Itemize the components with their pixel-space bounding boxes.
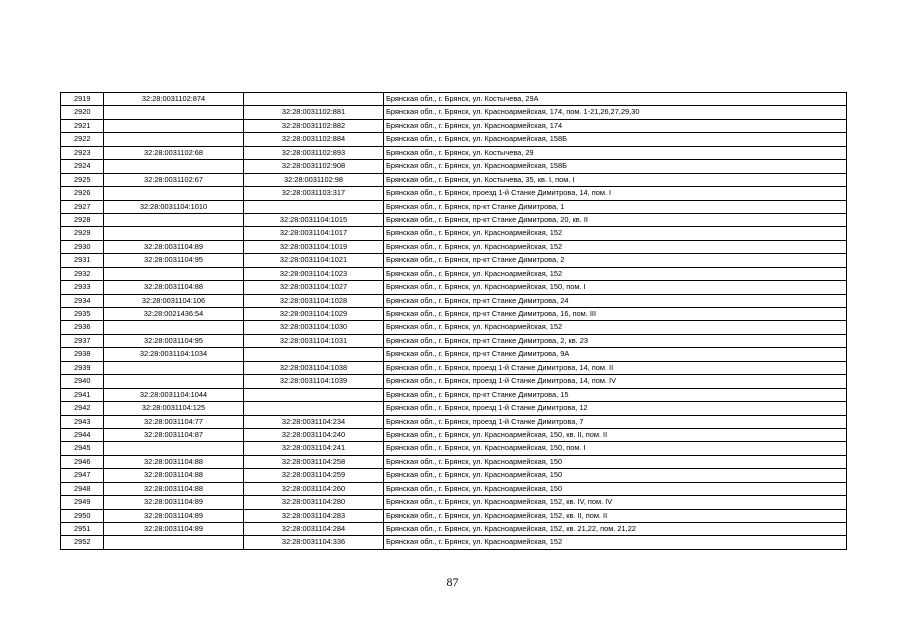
address-cell: Брянская обл., г. Брянск, проезд 1-й Станке Димитрова, 14, пом. IV: [384, 375, 847, 388]
cadastral-number-cell: 32:28:0031104:258: [244, 455, 384, 468]
row-number-cell: 2926: [61, 187, 104, 200]
previous-cadastral-number-cell: 32:28:0031102:68: [104, 146, 244, 159]
previous-cadastral-number-cell: 32:28:0031104:88: [104, 482, 244, 495]
address-cell: Брянская обл., г. Брянск, проезд 1-й Станке Димитрова, 14, пом. I: [384, 187, 847, 200]
row-number-cell: 2945: [61, 442, 104, 455]
previous-cadastral-number-cell: [104, 106, 244, 119]
previous-cadastral-number-cell: 32:28:0031104:95: [104, 334, 244, 347]
address-cell: Брянская обл., г. Брянск, ул. Красноармейская, 152: [384, 267, 847, 280]
table-row: [61, 227, 847, 240]
table-row: [61, 388, 847, 401]
cadastral-number-cell: [244, 348, 384, 361]
table-row: [61, 455, 847, 468]
table-row: [61, 496, 847, 509]
address-cell: Брянская обл., г. Брянск, пр-кт Станке Димитрова, 16, пом. III: [384, 308, 847, 321]
table-row: [61, 482, 847, 495]
row-number-cell: 2935: [61, 308, 104, 321]
previous-cadastral-number-cell: [104, 536, 244, 549]
row-number-cell: 2920: [61, 106, 104, 119]
address-cell: Брянская обл., г. Брянск, ул. Костычева, 29: [384, 146, 847, 159]
table-row: [61, 254, 847, 267]
table-row: [61, 509, 847, 522]
table-row: [61, 133, 847, 146]
row-number-cell: 2930: [61, 240, 104, 253]
address-cell: Брянская обл., г. Брянск, пр-кт Станке Димитрова, 15: [384, 388, 847, 401]
row-number-cell: 2942: [61, 402, 104, 415]
previous-cadastral-number-cell: 32:28:0031104:89: [104, 523, 244, 536]
cadastral-number-cell: 32:28:0031104:1027: [244, 281, 384, 294]
cadastral-number-cell: [244, 93, 384, 106]
table-row: [61, 106, 847, 119]
row-number-cell: 2929: [61, 227, 104, 240]
table-row: [61, 200, 847, 213]
table-row: [61, 281, 847, 294]
table-row: [61, 375, 847, 388]
table-row: [61, 415, 847, 428]
address-cell: Брянская обл., г. Брянск, проезд 1-й Станке Димитрова, 7: [384, 415, 847, 428]
row-number-cell: 2933: [61, 281, 104, 294]
address-cell: Брянская обл., г. Брянск, ул. Красноармейская, 150: [384, 482, 847, 495]
table-row: [61, 348, 847, 361]
address-cell: Брянская обл., г. Брянск, ул. Костычева, 35, кв. I, пом. I: [384, 173, 847, 186]
previous-cadastral-number-cell: [104, 119, 244, 132]
address-cell: Брянская обл., г. Брянск, ул. Красноармейская, 150: [384, 469, 847, 482]
row-number-cell: 2940: [61, 375, 104, 388]
row-number-cell: 2941: [61, 388, 104, 401]
cadastral-number-cell: 32:28:0031102:98: [244, 173, 384, 186]
table-row: [61, 442, 847, 455]
cadastral-number-cell: 32:28:0031104:241: [244, 442, 384, 455]
row-number-cell: 2927: [61, 200, 104, 213]
address-cell: Брянская обл., г. Брянск, ул. Красноармейская, 150, кв. II, пом. II: [384, 428, 847, 441]
row-number-cell: 2925: [61, 173, 104, 186]
previous-cadastral-number-cell: 32:28:0031104:88: [104, 469, 244, 482]
previous-cadastral-number-cell: 32:28:0031104:88: [104, 281, 244, 294]
row-number-cell: 2937: [61, 334, 104, 347]
row-number-cell: 2924: [61, 160, 104, 173]
cadastral-number-cell: 32:28:0031102:908: [244, 160, 384, 173]
cadastral-number-cell: 32:28:0031104:260: [244, 482, 384, 495]
cadastral-number-cell: [244, 388, 384, 401]
previous-cadastral-number-cell: 32:28:0031104:95: [104, 254, 244, 267]
row-number-cell: 2922: [61, 133, 104, 146]
row-number-cell: 2928: [61, 213, 104, 226]
cadastral-number-cell: 32:28:0031104:1030: [244, 321, 384, 334]
address-cell: Брянская обл., г. Брянск, ул. Красноармейская, 150, пом. I: [384, 442, 847, 455]
previous-cadastral-number-cell: [104, 187, 244, 200]
address-cell: Брянская обл., г. Брянск, ул. Красноармейская, 152, кв. II, пом. II: [384, 509, 847, 522]
previous-cadastral-number-cell: 32:28:0031104:89: [104, 496, 244, 509]
table-row: [61, 213, 847, 226]
row-number-cell: 2921: [61, 119, 104, 132]
row-number-cell: 2951: [61, 523, 104, 536]
row-number-cell: 2939: [61, 361, 104, 374]
address-cell: Брянская обл., г. Брянск, ул. Красноармейская, 152: [384, 227, 847, 240]
previous-cadastral-number-cell: 32:28:0031104:87: [104, 428, 244, 441]
previous-cadastral-number-cell: 32:28:0031104:89: [104, 509, 244, 522]
cadastral-number-cell: 32:28:0031103:317: [244, 187, 384, 200]
row-number-cell: 2932: [61, 267, 104, 280]
address-cell: Брянская обл., г. Брянск, ул. Красноармейская, 150, пом. I: [384, 281, 847, 294]
row-number-cell: 2919: [61, 93, 104, 106]
cadastral-number-cell: 32:28:0031102:882: [244, 119, 384, 132]
cadastral-number-cell: 32:28:0031102:884: [244, 133, 384, 146]
address-cell: Брянская обл., г. Брянск, ул. Красноармейская, 152, кв. IV, пом. IV: [384, 496, 847, 509]
page-number: 87: [446, 575, 459, 589]
table-row: [61, 294, 847, 307]
previous-cadastral-number-cell: [104, 361, 244, 374]
row-number-cell: 2946: [61, 455, 104, 468]
table-row: [61, 267, 847, 280]
address-cell: Брянская обл., г. Брянск, пр-кт Станке Димитрова, 1: [384, 200, 847, 213]
previous-cadastral-number-cell: 32:28:0031104:1010: [104, 200, 244, 213]
address-cell: Брянская обл., г. Брянск, пр-кт Станке Димитрова, 2: [384, 254, 847, 267]
previous-cadastral-number-cell: 32:28:0031102:874: [104, 93, 244, 106]
address-cell: Брянская обл., г. Брянск, ул. Красноармейская, 152: [384, 321, 847, 334]
cadastral-number-cell: [244, 402, 384, 415]
registry-table-body: [61, 93, 847, 550]
address-cell: Брянская обл., г. Брянск, ул. Костычева, 29А: [384, 93, 847, 106]
previous-cadastral-number-cell: 32:28:0031104:1044: [104, 388, 244, 401]
table-row: [61, 173, 847, 186]
previous-cadastral-number-cell: [104, 227, 244, 240]
table-row: [61, 469, 847, 482]
cadastral-number-cell: 32:28:0031104:1029: [244, 308, 384, 321]
previous-cadastral-number-cell: 32:28:0031104:88: [104, 455, 244, 468]
cadastral-number-cell: 32:28:0031104:336: [244, 536, 384, 549]
table-row: [61, 334, 847, 347]
row-number-cell: 2936: [61, 321, 104, 334]
address-cell: Брянская обл., г. Брянск, ул. Красноармейская, 152: [384, 536, 847, 549]
address-cell: Брянская обл., г. Брянск, пр-кт Станке Димитрова, 20, кв. II: [384, 213, 847, 226]
table-row: [61, 523, 847, 536]
previous-cadastral-number-cell: 32:28:0031102:67: [104, 173, 244, 186]
row-number-cell: 2931: [61, 254, 104, 267]
table-row: [61, 93, 847, 106]
address-cell: Брянская обл., г. Брянск, ул. Красноармейская, 152: [384, 240, 847, 253]
cadastral-number-cell: 32:28:0031104:283: [244, 509, 384, 522]
cadastral-number-cell: 32:28:0031104:1039: [244, 375, 384, 388]
previous-cadastral-number-cell: [104, 442, 244, 455]
row-number-cell: 2923: [61, 146, 104, 159]
previous-cadastral-number-cell: [104, 267, 244, 280]
table-row: [61, 308, 847, 321]
table-row: [61, 321, 847, 334]
cadastral-number-cell: 32:28:0031104:1017: [244, 227, 384, 240]
address-cell: Брянская обл., г. Брянск, ул. Красноармейская, 174: [384, 119, 847, 132]
cadastral-number-cell: 32:28:0031104:259: [244, 469, 384, 482]
address-cell: Брянская обл., г. Брянск, ул. Красноармейская, 158Б: [384, 160, 847, 173]
cadastral-number-cell: 32:28:0031104:1028: [244, 294, 384, 307]
address-cell: Брянская обл., г. Брянск, проезд 1-й Станке Димитрова, 12: [384, 402, 847, 415]
table-row: [61, 240, 847, 253]
cadastral-number-cell: 32:28:0031104:1038: [244, 361, 384, 374]
table-row: [61, 536, 847, 549]
previous-cadastral-number-cell: [104, 160, 244, 173]
address-cell: Брянская обл., г. Брянск, ул. Красноармейская, 158Б: [384, 133, 847, 146]
address-cell: Брянская обл., г. Брянск, ул. Красноармейская, 152, кв. 21,22, пом. 21,22: [384, 523, 847, 536]
previous-cadastral-number-cell: [104, 375, 244, 388]
cadastral-number-cell: 32:28:0031104:234: [244, 415, 384, 428]
row-number-cell: 2944: [61, 428, 104, 441]
row-number-cell: 2943: [61, 415, 104, 428]
address-cell: Брянская обл., г. Брянск, пр-кт Станке Димитрова, 9А: [384, 348, 847, 361]
row-number-cell: 2938: [61, 348, 104, 361]
row-number-cell: 2947: [61, 469, 104, 482]
row-number-cell: 2949: [61, 496, 104, 509]
table-row: [61, 402, 847, 415]
cadastral-number-cell: 32:28:0031104:240: [244, 428, 384, 441]
address-cell: Брянская обл., г. Брянск, ул. Красноармейская, 174, пом. 1-21,26,27,29,30: [384, 106, 847, 119]
previous-cadastral-number-cell: [104, 321, 244, 334]
cadastral-number-cell: 32:28:0031104:1019: [244, 240, 384, 253]
table-row: [61, 187, 847, 200]
previous-cadastral-number-cell: 32:28:0031104:89: [104, 240, 244, 253]
registry-table: [60, 92, 847, 550]
row-number-cell: 2952: [61, 536, 104, 549]
address-cell: Брянская обл., г. Брянск, проезд 1-й Станке Димитрова, 14, пом. II: [384, 361, 847, 374]
cadastral-number-cell: 32:28:0031104:1015: [244, 213, 384, 226]
previous-cadastral-number-cell: 32:28:0031104:125: [104, 402, 244, 415]
address-cell: Брянская обл., г. Брянск, ул. Красноармейская, 150: [384, 455, 847, 468]
previous-cadastral-number-cell: 32:28:0031104:77: [104, 415, 244, 428]
cadastral-number-cell: 32:28:0031104:280: [244, 496, 384, 509]
row-number-cell: 2934: [61, 294, 104, 307]
row-number-cell: 2950: [61, 509, 104, 522]
address-cell: Брянская обл., г. Брянск, пр-кт Станке Димитрова, 2, кв. 23: [384, 334, 847, 347]
table-row: [61, 146, 847, 159]
cadastral-number-cell: 32:28:0031102:881: [244, 106, 384, 119]
row-number-cell: 2948: [61, 482, 104, 495]
cadastral-number-cell: 32:28:0031102:893: [244, 146, 384, 159]
cadastral-number-cell: 32:28:0031104:284: [244, 523, 384, 536]
table-row: [61, 119, 847, 132]
table-row: [61, 361, 847, 374]
table-row: [61, 160, 847, 173]
previous-cadastral-number-cell: [104, 213, 244, 226]
cadastral-number-cell: 32:28:0031104:1031: [244, 334, 384, 347]
previous-cadastral-number-cell: 32:28:0031104:106: [104, 294, 244, 307]
cadastral-number-cell: [244, 200, 384, 213]
cadastral-number-cell: 32:28:0031104:1023: [244, 267, 384, 280]
previous-cadastral-number-cell: 32:28:0031104:1034: [104, 348, 244, 361]
previous-cadastral-number-cell: [104, 133, 244, 146]
previous-cadastral-number-cell: 32:28:0021436:54: [104, 308, 244, 321]
table-row: [61, 428, 847, 441]
cadastral-number-cell: 32:28:0031104:1021: [244, 254, 384, 267]
address-cell: Брянская обл., г. Брянск, пр-кт Станке Димитрова, 24: [384, 294, 847, 307]
